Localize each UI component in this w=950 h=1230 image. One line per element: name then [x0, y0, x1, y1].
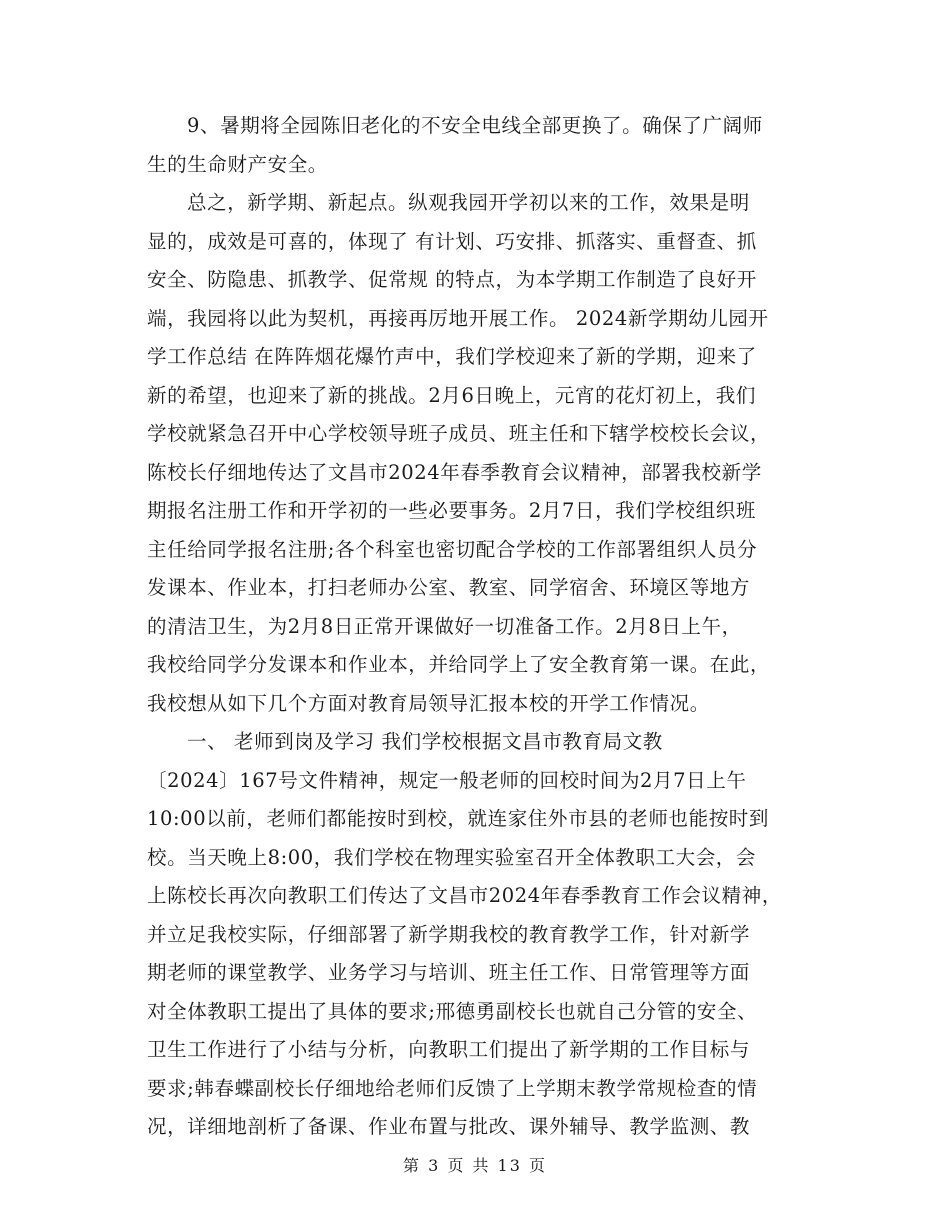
- body-text-line: 安全、防隐患、抓教学、促常规 的特点，为本学期工作制造了良好开: [147, 268, 757, 291]
- body-text-line: 〔2024〕167号文件精神，规定一般老师的回校时间为2月7日上午: [147, 769, 747, 792]
- body-text-line: 并立足我校实际，仔细部署了新学期我校的教育教学工作，针对新学: [147, 923, 751, 946]
- body-text-line: 期老师的课堂教学、业务学习与培训、班主任工作、日常管理等方面: [147, 961, 751, 984]
- body-text-line: 显的，成效是可喜的，体现了 有计划、巧安排、抓落实、重督查、抓: [147, 230, 757, 253]
- body-text-line: 10:00以前，老师们都能按时到校，就连家住外市县的老师也能按时到: [147, 807, 769, 830]
- body-text-line: 生的生命财产安全。: [147, 153, 328, 176]
- body-text-line: 主任给同学报名注册;各个科室也密切配合学校的工作部署组织人员分: [147, 538, 758, 561]
- body-text-line: 卫生工作进行了小结与分析，向教职工们提出了新学期的工作目标与: [147, 1038, 751, 1061]
- body-text-line: 学校就紧急召开中心学校领导班子成员、班主任和下辖学校校长会议，: [147, 422, 771, 445]
- body-text-line: 校。当天晚上8:00，我们学校在物理实验室召开全体教职工大会，会: [147, 846, 756, 869]
- section-heading-line: 一、 老师到岗及学习 我们学校根据文昌市教育局文教: [187, 730, 663, 753]
- body-text-line: 上陈校长再次向教职工们传达了文昌市2024年春季教育工作会议精神，: [147, 884, 782, 907]
- body-text-line: 新的希望，也迎来了新的挑战。2月6日晚上，元宵的花灯初上，我们: [147, 384, 756, 407]
- body-text-line: 要求;韩春蝶副校长仔细地给老师们反馈了上学期末教学常规检查的情: [147, 1077, 758, 1100]
- body-text-line: 对全体教职工提出了具体的要求;邢德勇副校长也就自己分管的安全、: [147, 1000, 758, 1023]
- body-text-line: 发课本、作业本，打扫老师办公室、教室、同学宿舍、环境区等地方: [147, 576, 751, 599]
- body-text-line: 况，详细地剖析了备课、作业布置与批改、课外辅导、教学监测、教: [147, 1115, 751, 1138]
- body-text-line: 我校想从如下几个方面对教育局领导汇报本校的开学工作情况。: [147, 692, 710, 715]
- body-text-line: 的清洁卫生，为2月8日正常开课做好一切准备工作。2月8日上午，: [147, 615, 742, 638]
- body-text-line: 我校给同学分发课本和作业本，并给同学上了安全教育第一课。在此，: [147, 653, 771, 676]
- page-number-footer: 第 3 页 共 13 页: [403, 1156, 547, 1175]
- body-text-line: 期报名注册工作和开学初的一些必要事务。2月7日，我们学校组织班: [147, 499, 756, 522]
- body-text-line: 总之，新学期、新起点。纵观我园开学初以来的工作，效果是明: [187, 191, 750, 214]
- body-text-line: 学工作总结 在阵阵烟花爆竹声中，我们学校迎来了新的学期，迎来了: [147, 345, 757, 368]
- body-text-line: 端，我园将以此为契机，再接再厉地开展工作。 2024新学期幼儿园开: [147, 307, 769, 330]
- body-text-line: 陈校长仔细地传达了文昌市2024年春季教育会议精神，部署我校新学: [147, 461, 762, 484]
- body-text-line: 9、暑期将全园陈旧老化的不安全电线全部更换了。确保了广阔师: [187, 114, 763, 137]
